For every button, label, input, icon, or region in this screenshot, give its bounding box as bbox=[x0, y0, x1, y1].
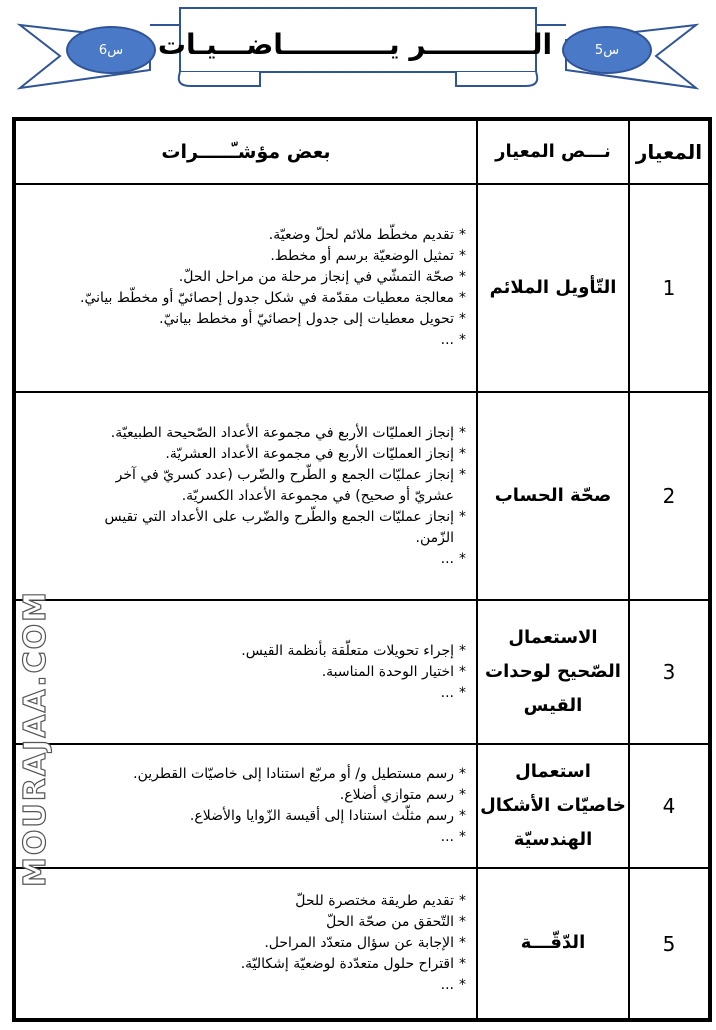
indicator-item: * تمثيل الوضعيّة برسم أو مخطط. bbox=[72, 246, 466, 267]
criterion-number: 5 bbox=[629, 868, 710, 1020]
indicator-item: * إنجاز العمليّات الأربع في مجموعة الأعداد العشريّة. bbox=[72, 444, 466, 465]
table-row bbox=[14, 600, 710, 744]
indicators-list bbox=[14, 392, 477, 600]
table-row bbox=[14, 184, 710, 392]
criterion-number: 2 bbox=[629, 392, 710, 600]
indicator-item: * صحّة التمشّي في إنجاز مرحلة من مراحل الحلّ. bbox=[72, 267, 466, 288]
watermark: MOURAJAA.COM bbox=[18, 590, 53, 887]
indicator-item: * تقديم طريقة مختصرة للحلّ bbox=[72, 891, 466, 912]
indicator-item: * اقتراح حلول متعدّدة لوضعيّة إشكاليّة. bbox=[72, 954, 466, 975]
indicator-item: * ... bbox=[72, 827, 466, 848]
col-indicators: بعض مؤشـّـــــرات bbox=[14, 119, 477, 184]
indicators-list bbox=[14, 184, 477, 392]
page-title: الـــــــــــر يـــــــــــاضـــيـات bbox=[157, 27, 553, 61]
indicator-item: * ... bbox=[72, 549, 466, 570]
indicator-item: * ... bbox=[72, 683, 466, 704]
indicator-item: * إنجاز العمليّات الأربع في مجموعة الأعداد الصّحيحة الطبيعيّة. bbox=[72, 423, 466, 444]
criterion-number: 3 bbox=[629, 600, 710, 744]
criterion-text: الدّقّـــة bbox=[477, 868, 629, 1020]
indicator-item: * ... bbox=[72, 330, 466, 351]
indicator-item: * إجراء تحويلات متعلّقة بأنظمة القيس. bbox=[72, 641, 466, 662]
indicator-item: * معالجة معطيات مقدّمة في شكل جدول إحصائيّ أو مخطّط بيانيّ. bbox=[72, 288, 466, 309]
table-row bbox=[14, 744, 710, 868]
indicators-list bbox=[14, 600, 477, 744]
criterion-text: الاستعمال الصّحيح لوحدات القيس bbox=[477, 600, 629, 744]
indicator-item: * رسم مثلّث استنادا إلى أقيسة الزّوايا والأضلاع. bbox=[72, 806, 466, 827]
indicators-list bbox=[14, 744, 477, 868]
indicator-item: * إنجاز عمليّات الجمع و الطّرح والضّرب (عدد كسريّ في آخر عشريّ أو صحيح) في مجموعة الأعداد الكسريّة. bbox=[72, 465, 466, 507]
criterion-text: استعمال خاصيّات الأشكال الهندسيّة bbox=[477, 744, 629, 868]
indicator-item: * رسم متوازي أضلاع. bbox=[72, 785, 466, 806]
criterion-text: التّأويل الملائم bbox=[477, 184, 629, 392]
indicator-item: * التّحقق من صحّة الحلّ bbox=[72, 912, 466, 933]
indicator-item: * رسم مستطيل و/ أو مربّع استنادا إلى خاصيّات القطرين. bbox=[72, 764, 466, 785]
indicator-item: * اختيار الوحدة المناسبة. bbox=[72, 662, 466, 683]
indicator-item: * تقديم مخطّط ملائم لحلّ وضعيّة. bbox=[72, 225, 466, 246]
indicators-list bbox=[14, 868, 477, 1020]
indicator-item: * ... bbox=[72, 975, 466, 996]
right-badge: س5 bbox=[562, 26, 652, 74]
col-criterion: نـــص المعيار bbox=[477, 119, 629, 184]
indicator-item: * إنجاز عمليّات الجمع والطّرح والضّرب على الأعداد التي تقيس الزّمن. bbox=[72, 507, 466, 549]
indicator-item: * الإجابة عن سؤال متعدّد المراحل. bbox=[72, 933, 466, 954]
indicator-item: * تحويل معطيات إلى جدول إحصائيّ أو مخطط بيانيّ. bbox=[72, 309, 466, 330]
left-badge: س6 bbox=[66, 26, 156, 74]
criterion-number: 4 bbox=[629, 744, 710, 868]
criteria-table bbox=[12, 117, 712, 1022]
table-row bbox=[14, 392, 710, 600]
col-number: المعيار bbox=[629, 119, 710, 184]
table-row bbox=[14, 868, 710, 1020]
criterion-text: صحّة الحساب bbox=[477, 392, 629, 600]
criterion-number: 1 bbox=[629, 184, 710, 392]
table-header bbox=[14, 119, 710, 184]
